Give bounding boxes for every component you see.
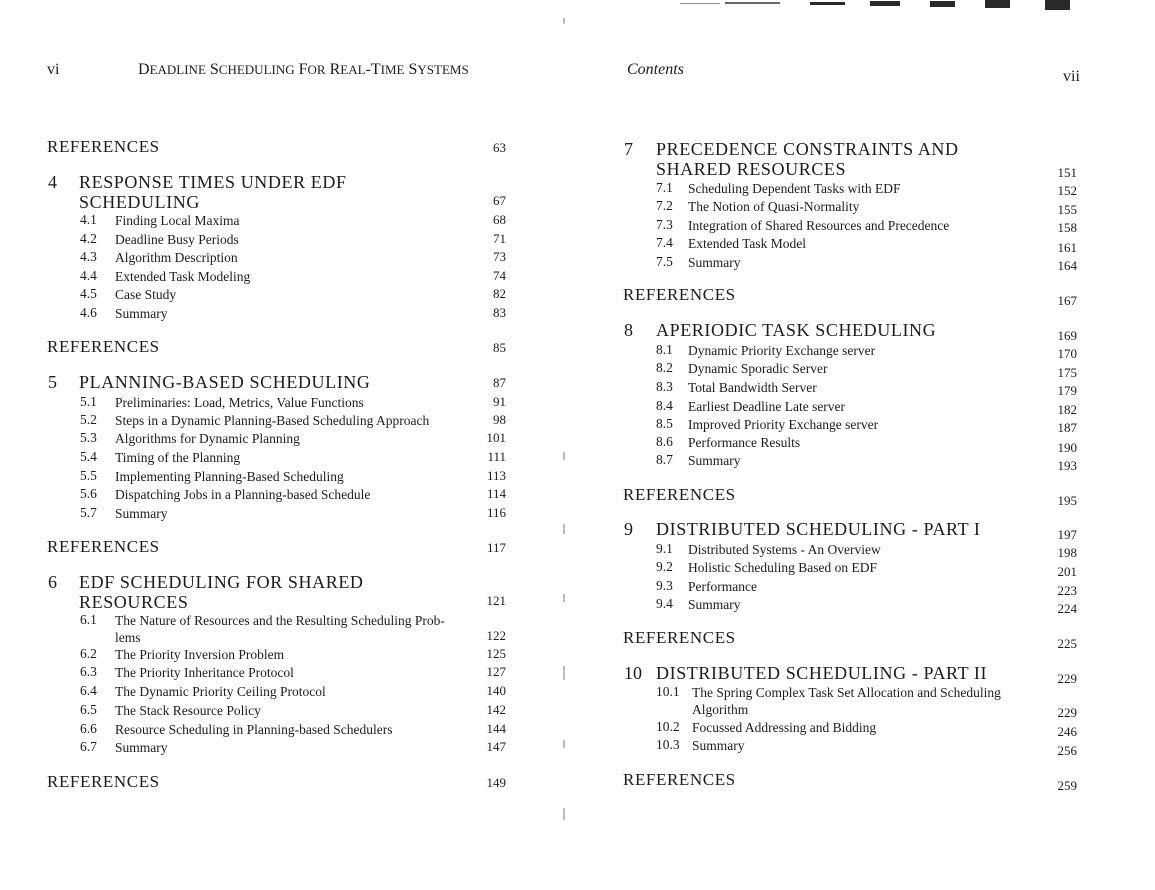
chapter-title: DISTRIBUTED SCHEDULING - PART I [656,519,981,539]
section-number: 5.2 [80,412,97,427]
page-number: 91 [493,394,506,409]
page-number: 164 [1057,258,1077,273]
references-heading: REFERENCES [47,337,160,356]
page-number: 229 [1057,671,1077,686]
page-number: 197 [1057,527,1077,542]
page-number: 167 [1057,293,1077,308]
section-number: 8.7 [656,452,673,467]
page-number: 116 [486,505,506,520]
section-title: Summary [692,738,745,753]
section-number: 8.3 [656,379,673,394]
chapter-title: DISTRIBUTED SCHEDULING - PART II [656,663,988,683]
chapter-title: SHARED RESOURCES [656,159,847,179]
page-number: 151 [1057,165,1077,180]
section-title: The Spring Complex Task Set Allocation and Scheduling [692,685,1001,700]
section-number: 10.1 [656,684,680,699]
section-title: The Priority Inversion Problem [115,647,285,662]
chapter-title: PRECEDENCE CONSTRAINTS AND [656,139,959,159]
chapter-number: 8 [624,320,633,340]
section-number: 6.7 [80,739,97,754]
section-number: 8.5 [656,416,673,431]
section-title: Improved Priority Exchange server [688,417,879,432]
section-title: Dynamic Sporadic Server [688,361,828,376]
section-number: 6.5 [80,702,97,717]
section-title: Earliest Deadline Late server [688,399,846,414]
page-number: 149 [486,775,506,790]
section-title: Case Study [115,287,177,302]
section-number: 6.3 [80,664,97,679]
section-number: 5.6 [80,486,97,501]
page-number: 125 [486,646,506,661]
section-title: Extended Task Modeling [115,269,251,284]
page-number: 63 [493,140,506,155]
chapter-number: 4 [48,172,57,192]
page-number: 71 [493,231,506,246]
section-number: 9.4 [656,596,673,611]
right-running-head: Contents [627,61,684,78]
right-page [580,0,1155,890]
chapter-title: PLANNING-BASED SCHEDULING [79,372,371,392]
page-number: 113 [486,468,506,483]
section-title: Algorithm [692,702,749,717]
chapter-title: RESPONSE TIMES UNDER EDF [79,172,347,192]
chapter-number: 9 [624,519,633,539]
page-number: 147 [486,739,506,754]
section-number: 8.1 [656,342,673,357]
section-number: 5.1 [80,394,97,409]
page-number: 74 [493,268,506,283]
page-number: 175 [1057,365,1077,380]
page-number: 142 [486,702,506,717]
page-number: 195 [1057,493,1077,508]
page-number: 190 [1057,440,1077,455]
page-number: 170 [1057,346,1077,361]
page-number: 122 [486,628,506,643]
chapter-title: APERIODIC TASK SCHEDULING [656,320,937,340]
section-number: 4.4 [80,268,97,283]
section-title: Integration of Shared Resources and Precedence [688,218,950,233]
section-number: 4.3 [80,249,97,264]
section-title: Summary [688,453,741,468]
page-number: 98 [493,412,506,427]
section-number: 7.3 [656,217,673,232]
section-number: 9.3 [656,578,673,593]
references-heading: REFERENCES [623,628,736,647]
section-title: Resource Scheduling in Planning-based Schedulers [115,722,393,737]
page-number: 158 [1057,220,1077,235]
section-title: Algorithm Description [115,250,238,265]
section-title: The Dynamic Priority Ceiling Protocol [115,684,326,699]
section-number: 8.6 [656,434,673,449]
section-title: Finding Local Maxima [115,213,240,228]
section-number: 5.3 [80,430,97,445]
page-number: 85 [493,340,506,355]
page-number: 87 [493,375,506,390]
chapter-title: EDF SCHEDULING FOR SHARED [79,572,364,592]
left-folio: vi [47,61,60,78]
section-title: Deadline Busy Periods [115,232,239,247]
chapter-title: RESOURCES [79,592,189,612]
section-number: 9.2 [656,559,673,574]
section-number: 6.1 [80,612,97,627]
page-number: 111 [487,449,506,464]
section-title: Holistic Scheduling Based on EDF [688,560,877,575]
section-title: Dynamic Priority Exchange server [688,343,876,358]
page-number: 114 [486,486,506,501]
page-number: 256 [1057,743,1077,758]
section-title: lems [115,630,141,645]
page-number: 67 [493,193,506,208]
chapter-number: 7 [624,139,633,159]
section-number: 6.6 [80,721,97,736]
section-title: Total Bandwidth Server [688,380,817,395]
section-title: Preliminaries: Load, Metrics, Value Functions [115,395,364,410]
section-title: Summary [115,306,168,321]
page-number: 259 [1057,778,1077,793]
section-title: Steps in a Dynamic Planning-Based Scheduling Approach [115,413,430,428]
section-number: 7.2 [656,198,673,213]
page-number: 161 [1057,240,1077,255]
section-number: 10.2 [656,719,680,734]
left-running-head: DEADLINE SCHEDULING FOR REAL-TIME SYSTEMS [138,61,469,78]
section-title: Performance Results [688,435,801,450]
page-number: 121 [486,593,506,608]
section-number: 6.4 [80,683,97,698]
section-number: 8.2 [656,360,673,375]
section-title: Scheduling Dependent Tasks with EDF [688,181,901,196]
section-number: 5.7 [80,505,97,520]
section-title: The Stack Resource Policy [115,703,261,718]
section-number: 8.4 [656,398,673,413]
section-title: Summary [115,506,168,521]
page-number: 224 [1057,601,1077,616]
section-title: The Nature of Resources and the Resulting Scheduling Prob- [115,613,445,628]
section-number: 10.3 [656,737,680,752]
section-title: Timing of the Planning [115,450,241,465]
page-number: 201 [1057,564,1077,579]
references-heading: REFERENCES [47,772,160,791]
gutter-marks [563,0,567,890]
page-number: 101 [486,430,506,445]
page-number: 117 [486,540,506,555]
right-folio: vii [1063,68,1080,85]
section-number: 9.1 [656,541,673,556]
page-number: 179 [1057,383,1077,398]
section-title: Implementing Planning-Based Scheduling [115,469,344,484]
page-number: 73 [493,249,506,264]
section-number: 4.5 [80,286,97,301]
section-title: Extended Task Model [688,236,807,251]
page-number: 193 [1057,458,1077,473]
references-heading: REFERENCES [47,137,160,156]
section-number: 4.2 [80,231,97,246]
section-title: Focussed Addressing and Bidding [692,720,877,735]
page-number: 68 [493,212,506,227]
page-number: 198 [1057,545,1077,560]
page-number: 246 [1057,724,1077,739]
page-number: 229 [1057,705,1077,720]
page-number: 225 [1057,636,1077,651]
page-number: 155 [1057,202,1077,217]
section-number: 7.1 [656,180,673,195]
chapter-number: 5 [48,372,57,392]
section-title: Summary [688,255,741,270]
page-number: 83 [493,305,506,320]
page-number: 82 [493,286,506,301]
chapter-number: 10 [624,663,642,683]
page-number: 187 [1057,420,1077,435]
left-page [0,0,560,890]
chapter-title: SCHEDULING [79,192,200,212]
page-number: 144 [486,721,506,736]
page-number: 127 [486,664,506,679]
section-number: 5.4 [80,449,97,464]
section-number: 5.5 [80,468,97,483]
section-title: The Notion of Quasi-Normality [688,199,860,214]
section-title: Algorithms for Dynamic Planning [115,431,300,446]
section-number: 7.4 [656,235,673,250]
page-number: 223 [1057,583,1077,598]
page-number: 140 [486,683,506,698]
section-title: Summary [688,597,741,612]
references-heading: REFERENCES [47,537,160,556]
page-number: 169 [1057,328,1077,343]
page-number: 182 [1057,402,1077,417]
section-number: 4.6 [80,305,97,320]
references-heading: REFERENCES [623,485,736,504]
section-title: Dispatching Jobs in a Planning-based Schedule [115,487,371,502]
section-number: 6.2 [80,646,97,661]
references-heading: REFERENCES [623,285,736,304]
chapter-number: 6 [48,572,57,592]
section-number: 4.1 [80,212,97,227]
section-title: Performance [688,579,757,594]
page-number: 152 [1057,183,1077,198]
section-number: 7.5 [656,254,673,269]
section-title: Distributed Systems - An Overview [688,542,881,557]
references-heading: REFERENCES [623,770,736,789]
section-title: Summary [115,740,168,755]
section-title: The Priority Inheritance Protocol [115,665,294,680]
